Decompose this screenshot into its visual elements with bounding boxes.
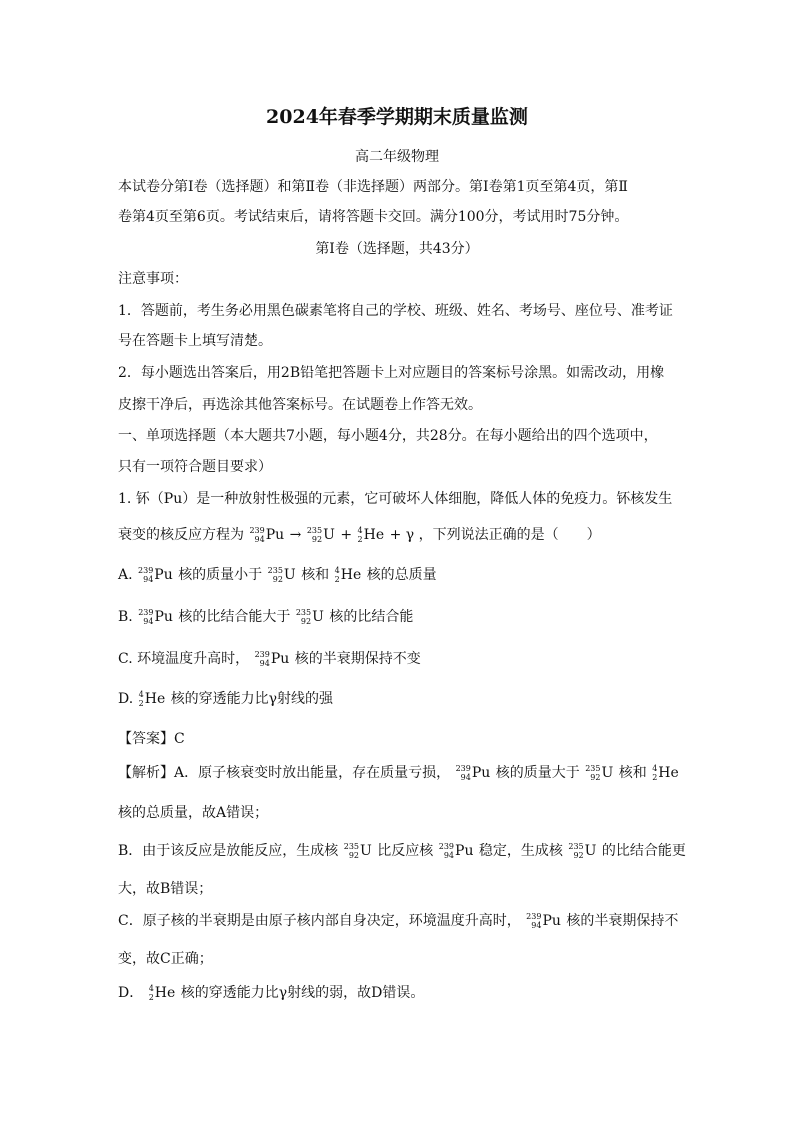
section-title: 第Ⅰ卷（选择题，共43分） bbox=[315, 241, 479, 257]
part1-line-2: 只有一项符合题目要求） bbox=[118, 459, 272, 475]
analysis-a-line-1: 【解析】A．原子核衰变时放出能量，存在质量亏损， 239 94 Pu 核的质量大于 235 92 U 核和 4 2 He bbox=[118, 764, 679, 782]
nuclide-u: 235 92 U bbox=[306, 526, 335, 544]
option-d: D. 4 2 He 核的穿透能力比γ射线的强 bbox=[118, 690, 334, 708]
answer-line: 【答案】C bbox=[118, 731, 185, 747]
analysis-a-line-2: 核的总质量，故A错误； bbox=[118, 805, 269, 821]
option-c: C. 环境温度升高时， 239 94 Pu 核的半衰期保持不变 bbox=[118, 650, 421, 668]
notice-item-1-line-1: 1．答题前，考生务必用黑色碳素笔将自己的学校、班级、姓名、考场号、座位号、准考证 bbox=[118, 303, 673, 319]
analysis-c-line-1: C．原子核的半衰期是由原子核内部自身决定，环境温度升高时， 239 94 Pu 核的半衰期保持不 bbox=[118, 912, 679, 930]
question-1-stem-line-1: 1. 钚（Pu）是一种放射性极强的元素，它可破坏人体细胞，降低人体的免疫力。钚核发生 bbox=[118, 491, 673, 507]
notice-item-2-line-1: 2．每小题选出答案后，用2B铅笔把答题卡上对应题目的答案标号涂黑。如需改动，用橡 bbox=[118, 365, 665, 381]
analysis-d-line-1: D． 4 2 He 核的穿透能力比γ射线的弱，故D错误。 bbox=[118, 984, 425, 1002]
nuclide-pu: 239 94 Pu bbox=[249, 526, 285, 544]
page-title: 2024年春季学期期末质量监测 bbox=[266, 106, 528, 128]
intro-line-1: 本试卷分第Ⅰ卷（选择题）和第Ⅱ卷（非选择题）两部分。第Ⅰ卷第1页至第4页，第Ⅱ bbox=[118, 179, 628, 195]
question-1-stem-line-2: 衰变的核反应方程为 239 94 Pu → 235 92 U + 4 2 He + γ ，下列说法正确的是（ ） bbox=[118, 526, 601, 544]
intro-line-2: 卷第4页至第6页。考试结束后，请将答题卡交回。满分100分，考试用时75分钟。 bbox=[118, 209, 629, 225]
nuclide-he: 4 2 He bbox=[357, 526, 385, 544]
part1-line-1: 一、单项选择题（本大题共7小题，每小题4分，共28分。在每小题给出的四个选项中， bbox=[118, 428, 658, 444]
notice-heading: 注意事项： bbox=[118, 271, 188, 287]
option-b: B. 239 94 Pu 核的比结合能大于 235 92 U 核的比结合能 bbox=[118, 608, 414, 626]
notice-item-2-line-2: 皮擦干净后，再选涂其他答案标号。在试题卷上作答无效。 bbox=[118, 397, 482, 413]
analysis-c-line-2: 变，故C正确； bbox=[118, 951, 213, 967]
reaction-arrow: → bbox=[289, 527, 302, 543]
analysis-b-line-1: B．由于该反应是放能反应，生成核 235 92 U 比反应核 239 94 Pu 稳定，生成核 235 92 U 的比结合能更 bbox=[118, 842, 686, 860]
page-subtitle: 高二年级物理 bbox=[355, 149, 439, 165]
notice-item-1-line-2: 号在答题卡上填写清楚。 bbox=[118, 333, 272, 349]
option-a: A. 239 94 Pu 核的质量小于 235 92 U 核和 4 2 He 核的总质量 bbox=[118, 566, 437, 584]
analysis-b-line-2: 大，故B错误； bbox=[118, 881, 213, 897]
